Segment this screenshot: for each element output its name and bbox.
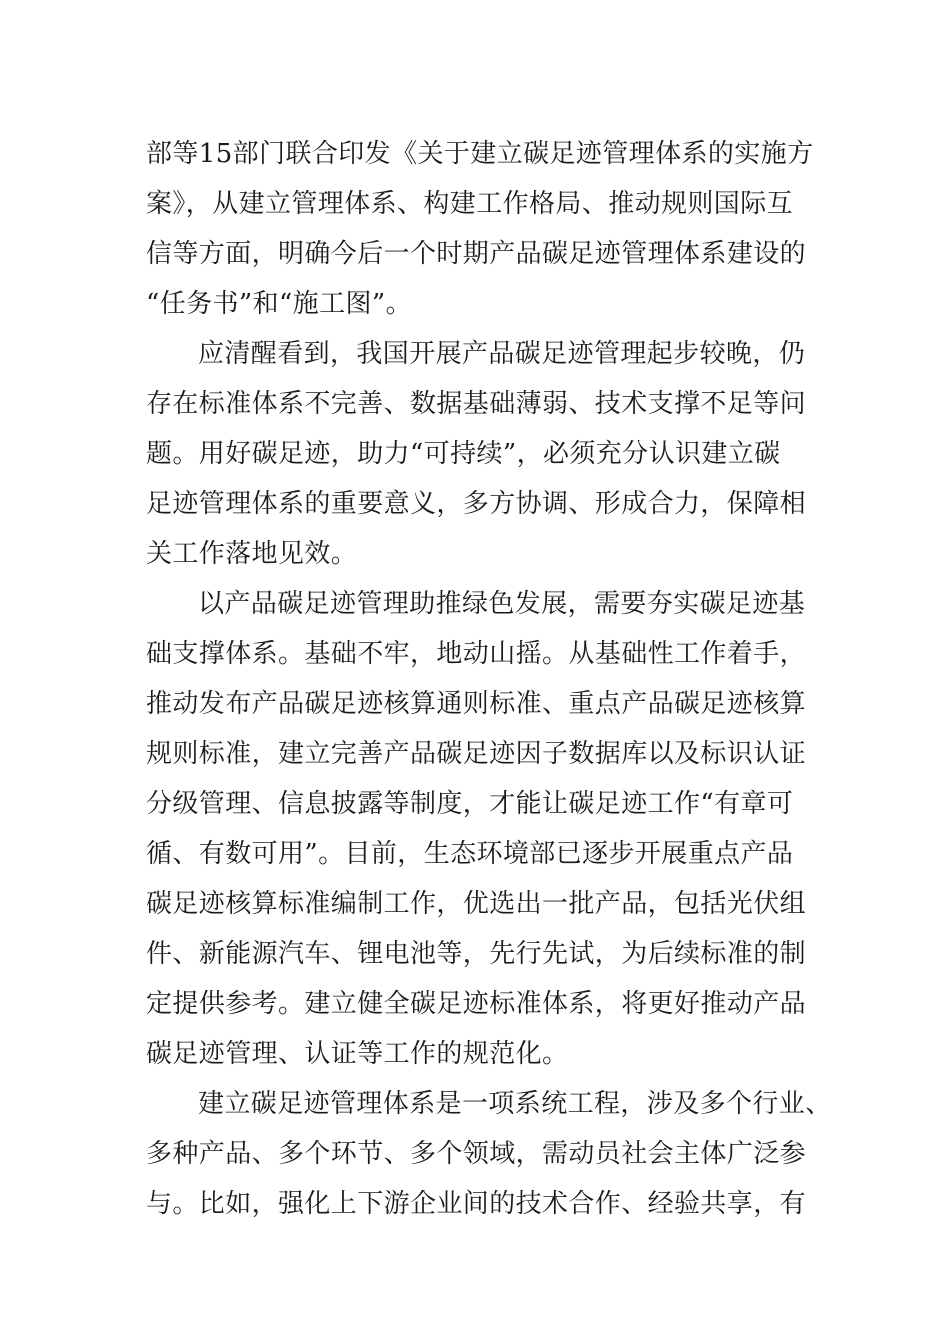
paragraph-4-line-2: 多种产品、多个环节、多个领域，需动员社会主体广泛参 <box>146 1139 807 1169</box>
paragraph-3-line-4: 规则标准，建立完善产品碳足迹因子数据库以及标识认证 <box>146 739 807 769</box>
paragraph-1-line-1: 部等15部门联合印发《关于建立碳足迹管理体系的实施方 <box>146 139 814 169</box>
paragraph-3-line-5: 分级管理、信息披露等制度，才能让碳足迹工作“有章可 <box>146 789 794 819</box>
paragraph-1-line-3: 信等方面，明确今后一个时期产品碳足迹管理体系建设的 <box>146 239 807 269</box>
paragraph-2-line-1: 应清醒看到，我国开展产品碳足迹管理起步较晚，仍 <box>198 339 806 369</box>
paragraph-4-line-3: 与。比如，强化上下游企业间的技术合作、经验共享，有 <box>146 1189 807 1219</box>
paragraph-3-line-2: 础支撑体系。基础不牢，地动山摇。从基础性工作着手， <box>146 639 807 669</box>
paragraph-2-line-5: 关工作落地见效。 <box>146 539 358 569</box>
paragraph-2-line-2: 存在标准体系不完善、数据基础薄弱、技术支撑不足等问 <box>146 389 807 419</box>
paragraph-3-line-9: 定提供参考。建立健全碳足迹标准体系，将更好推动产品 <box>146 989 807 1019</box>
paragraph-3-line-8: 件、新能源汽车、锂电池等，先行先试，为后续标准的制 <box>146 939 807 969</box>
paragraph-3-line-10: 碳足迹管理、认证等工作的规范化。 <box>146 1039 569 1069</box>
paragraph-2-line-3: 题。用好碳足迹，助力“可持续”，必须充分认识建立碳 <box>146 439 781 469</box>
paragraph-3-line-1: 以产品碳足迹管理助推绿色发展，需要夯实碳足迹基 <box>198 589 806 619</box>
paragraph-3-line-7: 碳足迹核算标准编制工作，优选出一批产品，包括光伏组 <box>146 889 807 919</box>
paragraph-3-line-3: 推动发布产品碳足迹核算通则标准、重点产品碳足迹核算 <box>146 689 807 719</box>
paragraph-4-line-1: 建立碳足迹管理体系是一项系统工程，涉及多个行业、 <box>198 1089 832 1119</box>
paragraph-2-line-4: 足迹管理体系的重要意义，多方协调、形成合力，保障相 <box>146 489 807 519</box>
paragraph-1-line-4: “任务书”和“施工图”。 <box>146 289 412 319</box>
document-body <box>146 129 836 1229</box>
paragraph-1-line-2: 案》，从建立管理体系、构建工作格局、推动规则国际互 <box>146 189 794 219</box>
paragraph-3-line-6: 循、有数可用”。目前，生态环境部已逐步开展重点产品 <box>146 839 794 869</box>
